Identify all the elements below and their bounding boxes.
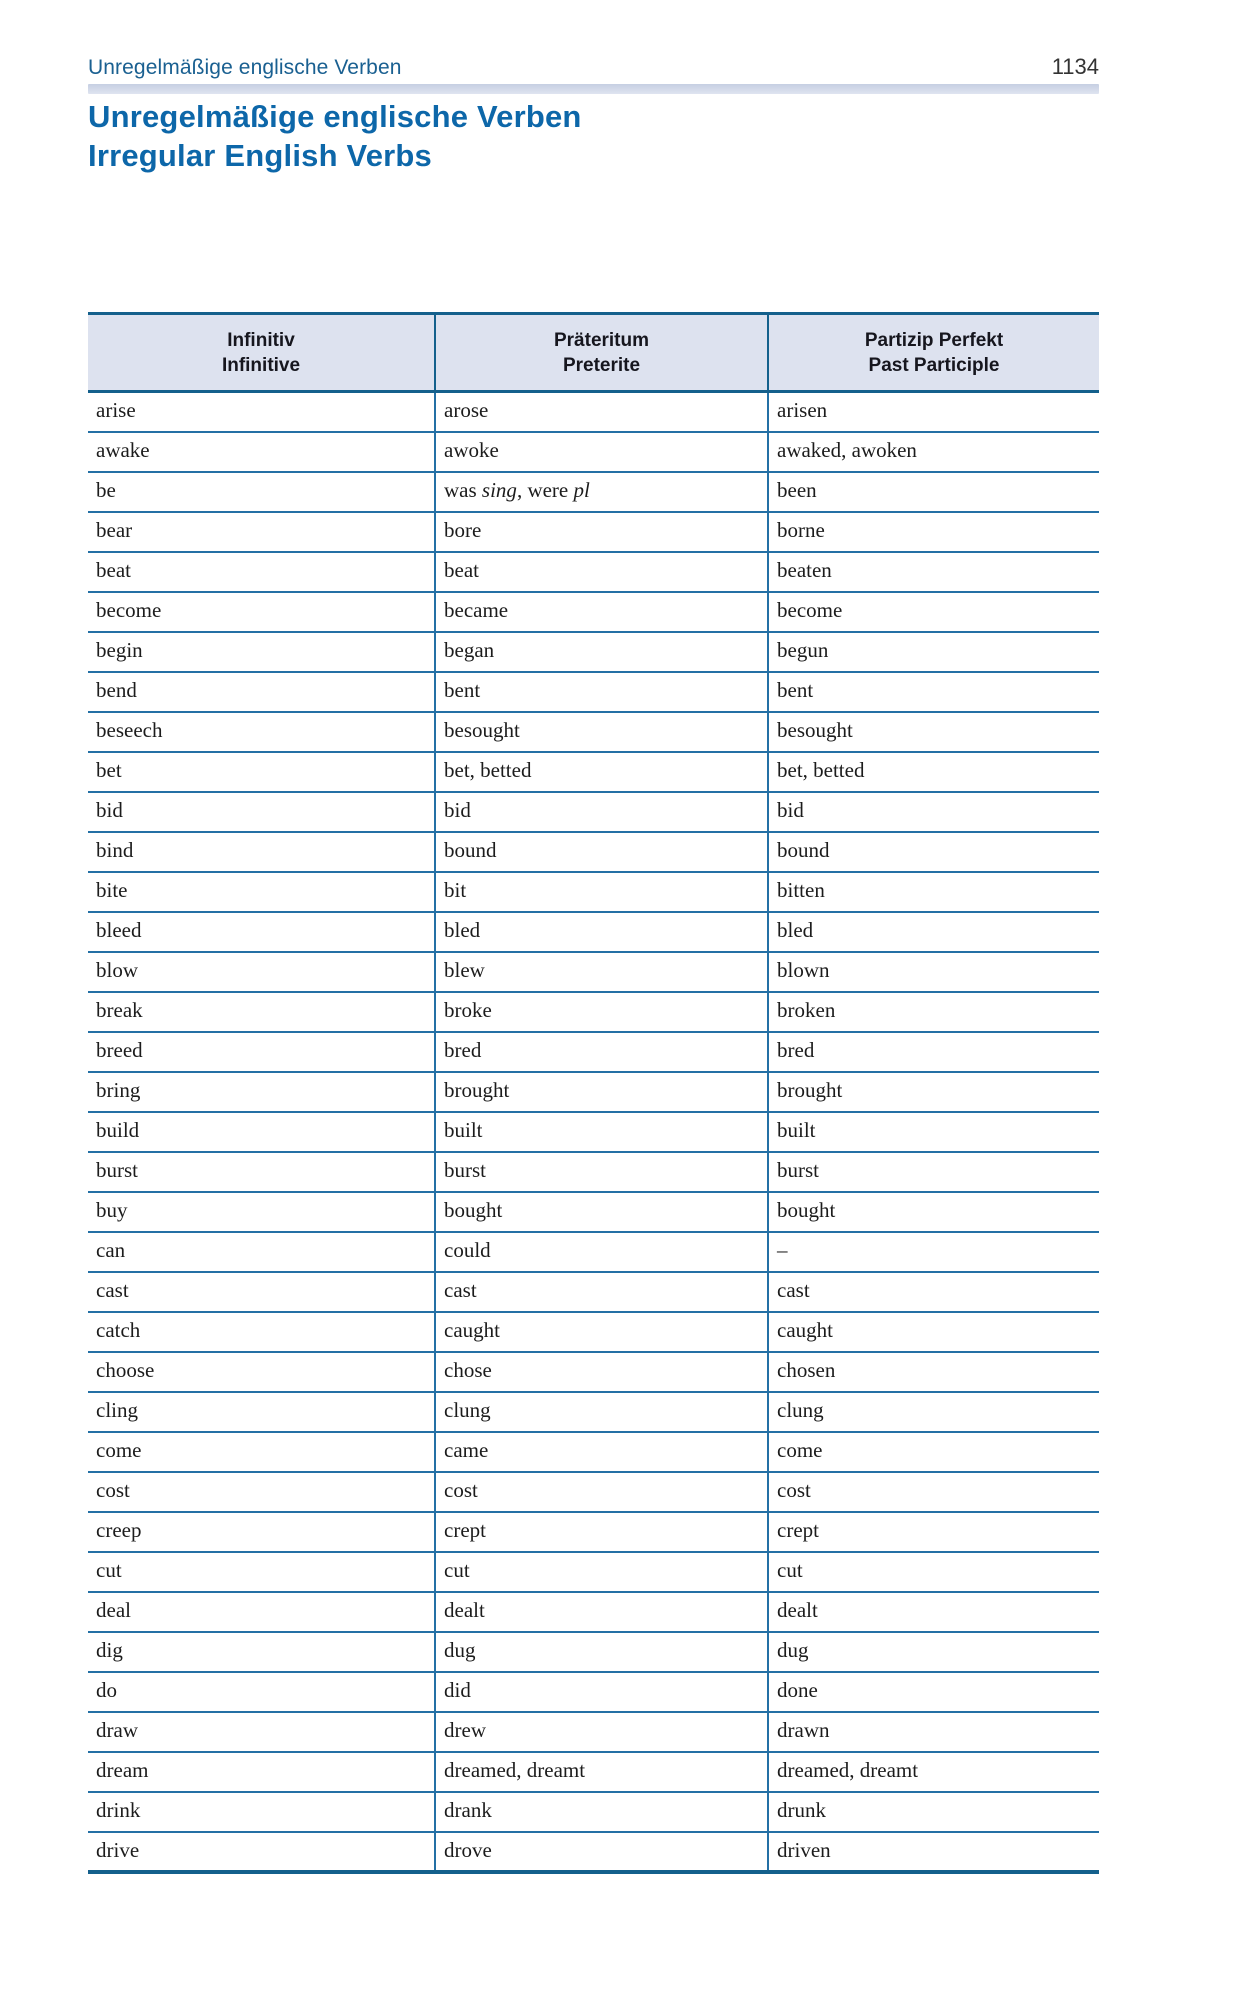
cell-infinitive: drink xyxy=(88,1792,435,1832)
cell-past-participle: besought xyxy=(768,712,1099,752)
cell-infinitive: draw xyxy=(88,1712,435,1752)
cell-past-participle: clung xyxy=(768,1392,1099,1432)
cell-infinitive: bleed xyxy=(88,912,435,952)
cell-past-participle: cast xyxy=(768,1272,1099,1312)
table-row xyxy=(88,1032,1099,1072)
table-row xyxy=(88,1472,1099,1512)
cell-past-participle: driven xyxy=(768,1832,1099,1872)
cell-past-participle: bled xyxy=(768,912,1099,952)
cell-past-participle: done xyxy=(768,1672,1099,1712)
table-row xyxy=(88,592,1099,632)
table-row xyxy=(88,1712,1099,1752)
cell-infinitive: bet xyxy=(88,752,435,792)
cell-past-participle: bitten xyxy=(768,872,1099,912)
table-row xyxy=(88,1832,1099,1872)
table-row xyxy=(88,432,1099,472)
cell-past-participle: awaked, awoken xyxy=(768,432,1099,472)
cell-infinitive: bend xyxy=(88,672,435,712)
cell-preterite: drank xyxy=(435,1792,768,1832)
cell-past-participle: chosen xyxy=(768,1352,1099,1392)
page-title xyxy=(88,97,582,175)
table-row xyxy=(88,1072,1099,1112)
cell-infinitive: cast xyxy=(88,1272,435,1312)
cell-preterite: cut xyxy=(435,1552,768,1592)
cell-infinitive: buy xyxy=(88,1192,435,1232)
cell-preterite: could xyxy=(435,1232,768,1272)
table-row xyxy=(88,792,1099,832)
cell-past-participle: become xyxy=(768,592,1099,632)
table-header xyxy=(88,314,1099,392)
cell-preterite: broke xyxy=(435,992,768,1032)
cell-preterite: bit xyxy=(435,872,768,912)
table-row xyxy=(88,992,1099,1032)
table-row xyxy=(88,1592,1099,1632)
table-row xyxy=(88,1272,1099,1312)
cell-preterite: built xyxy=(435,1112,768,1152)
cell-preterite: blew xyxy=(435,952,768,992)
cell-infinitive: catch xyxy=(88,1312,435,1352)
cell-past-participle: caught xyxy=(768,1312,1099,1352)
table-row xyxy=(88,1312,1099,1352)
table-row xyxy=(88,872,1099,912)
cell-infinitive: choose xyxy=(88,1352,435,1392)
cell-infinitive: arise xyxy=(96,398,136,423)
page-number: 1134 xyxy=(1051,54,1099,79)
cell-preterite: bred xyxy=(435,1032,768,1072)
cell-past-participle: arisen xyxy=(768,392,1099,432)
cell-past-participle: dreamed, dreamt xyxy=(768,1752,1099,1792)
cell-past-participle: blown xyxy=(768,952,1099,992)
table-row xyxy=(88,1192,1099,1232)
cell-infinitive: breed xyxy=(88,1032,435,1072)
cell-preterite: drove xyxy=(435,1832,768,1872)
cell-preterite: bet, betted xyxy=(435,752,768,792)
cell-past-participle: begun xyxy=(768,632,1099,672)
table-body xyxy=(88,392,1099,1872)
cell-preterite: dug xyxy=(435,1632,768,1672)
page-title-german: Unregelmäßige englische Verben xyxy=(88,99,582,134)
cell-past-participle: broken xyxy=(768,992,1099,1032)
irregular-verbs-table xyxy=(88,312,1099,1874)
cell-preterite: awoke xyxy=(435,432,768,472)
cell-past-participle: borne xyxy=(768,512,1099,552)
table-row xyxy=(88,752,1099,792)
cell-infinitive: drive xyxy=(88,1832,435,1872)
cell-infinitive: bring xyxy=(88,1072,435,1112)
cell-past-participle: come xyxy=(768,1432,1099,1472)
cell-infinitive: burst xyxy=(88,1152,435,1192)
cell-infinitive: be xyxy=(88,472,435,512)
cell-preterite: drew xyxy=(435,1712,768,1752)
cell-preterite: bore xyxy=(435,512,768,552)
header-divider-bar xyxy=(88,84,1099,94)
cell-preterite: burst xyxy=(435,1152,768,1192)
cell-infinitive: build xyxy=(88,1112,435,1152)
table-row xyxy=(88,512,1099,552)
table-row xyxy=(88,1752,1099,1792)
cell-past-participle: brought xyxy=(768,1072,1099,1112)
cell-preterite: besought xyxy=(435,712,768,752)
cell-past-participle: been xyxy=(768,472,1099,512)
cell-infinitive: cut xyxy=(88,1552,435,1592)
cell-infinitive: deal xyxy=(88,1592,435,1632)
running-head-title: Unregelmäßige englische Verben xyxy=(88,56,402,79)
table-row xyxy=(88,832,1099,872)
cell-infinitive: do xyxy=(88,1672,435,1712)
table-row xyxy=(88,672,1099,712)
cell-preterite: bid xyxy=(435,792,768,832)
cell-infinitive: begin xyxy=(88,632,435,672)
cell-infinitive: beseech xyxy=(88,712,435,752)
running-head xyxy=(88,54,1099,80)
table-row xyxy=(88,552,1099,592)
cell-past-participle: burst xyxy=(768,1152,1099,1192)
cell-infinitive: creep xyxy=(88,1512,435,1552)
cell-preterite: beat xyxy=(435,552,768,592)
cell-preterite: brought xyxy=(435,1072,768,1112)
cell-past-participle: dealt xyxy=(768,1592,1099,1632)
cell-infinitive: cost xyxy=(88,1472,435,1512)
cell-past-participle: bred xyxy=(768,1032,1099,1072)
table-row xyxy=(88,1232,1099,1272)
cell-preterite: arose xyxy=(435,392,768,432)
cell-preterite: clung xyxy=(435,1392,768,1432)
cell-infinitive: dig xyxy=(88,1632,435,1672)
cell-infinitive: become xyxy=(88,592,435,632)
cell-preterite: bound xyxy=(435,832,768,872)
table-row xyxy=(88,392,1099,432)
table-row xyxy=(88,1512,1099,1552)
table-row xyxy=(88,912,1099,952)
cell-preterite: became xyxy=(435,592,768,632)
table-row xyxy=(88,1432,1099,1472)
table-row xyxy=(88,1392,1099,1432)
cell-infinitive: blow xyxy=(88,952,435,992)
cell-infinitive: bid xyxy=(88,792,435,832)
column-header-infinitive: Infinitiv Infinitive xyxy=(88,314,435,392)
cell-preterite: came xyxy=(435,1432,768,1472)
cell-preterite: bled xyxy=(435,912,768,952)
cell-infinitive: bite xyxy=(88,872,435,912)
cell-preterite: cost xyxy=(435,1472,768,1512)
cell-past-participle: bought xyxy=(768,1192,1099,1232)
cell-past-participle: dug xyxy=(768,1632,1099,1672)
cell-preterite: chose xyxy=(435,1352,768,1392)
table-row xyxy=(88,1792,1099,1832)
cell-infinitive: awake xyxy=(88,432,435,472)
table-row xyxy=(88,472,1099,512)
table-row xyxy=(88,1552,1099,1592)
cell-preterite: cast xyxy=(435,1272,768,1312)
cell-past-participle: cut xyxy=(768,1552,1099,1592)
page-title-english: Irregular English Verbs xyxy=(88,138,432,173)
column-header-preterite: Präteritum Preterite xyxy=(435,314,768,392)
cell-preterite: was sing, were pl xyxy=(435,472,768,512)
cell-preterite: crept xyxy=(435,1512,768,1552)
cell-infinitive: can xyxy=(88,1232,435,1272)
cell-infinitive: break xyxy=(88,992,435,1032)
cell-past-participle: beaten xyxy=(768,552,1099,592)
table-row xyxy=(88,1352,1099,1392)
cell-preterite: caught xyxy=(435,1312,768,1352)
cell-preterite: bought xyxy=(435,1192,768,1232)
table-row xyxy=(88,1632,1099,1672)
column-header-past-participle: Partizip Perfekt Past Participle xyxy=(768,314,1099,392)
table-row xyxy=(88,1112,1099,1152)
cell-past-participle: drunk xyxy=(768,1792,1099,1832)
cell-past-participle: bid xyxy=(768,792,1099,832)
cell-past-participle: cost xyxy=(768,1472,1099,1512)
cell-preterite: dealt xyxy=(435,1592,768,1632)
cell-infinitive: cling xyxy=(88,1392,435,1432)
cell-past-participle: drawn xyxy=(768,1712,1099,1752)
cell-past-participle: bet, betted xyxy=(768,752,1099,792)
cell-infinitive: bind xyxy=(88,832,435,872)
cell-preterite: bent xyxy=(435,672,768,712)
cell-past-participle: – xyxy=(768,1232,1099,1272)
cell-preterite: dreamed, dreamt xyxy=(435,1752,768,1792)
cell-past-participle: bent xyxy=(768,672,1099,712)
table-row xyxy=(88,632,1099,672)
cell-past-participle: built xyxy=(768,1112,1099,1152)
cell-past-participle: bound xyxy=(768,832,1099,872)
cell-preterite: began xyxy=(435,632,768,672)
table-row xyxy=(88,712,1099,752)
table-row xyxy=(88,952,1099,992)
cell-infinitive: dream xyxy=(88,1752,435,1792)
cell-infinitive: bear xyxy=(88,512,435,552)
table-row xyxy=(88,1672,1099,1712)
cell-past-participle: crept xyxy=(768,1512,1099,1552)
cell-infinitive: beat xyxy=(88,552,435,592)
table-row xyxy=(88,1152,1099,1192)
cell-preterite: did xyxy=(435,1672,768,1712)
cell-infinitive: come xyxy=(88,1432,435,1472)
